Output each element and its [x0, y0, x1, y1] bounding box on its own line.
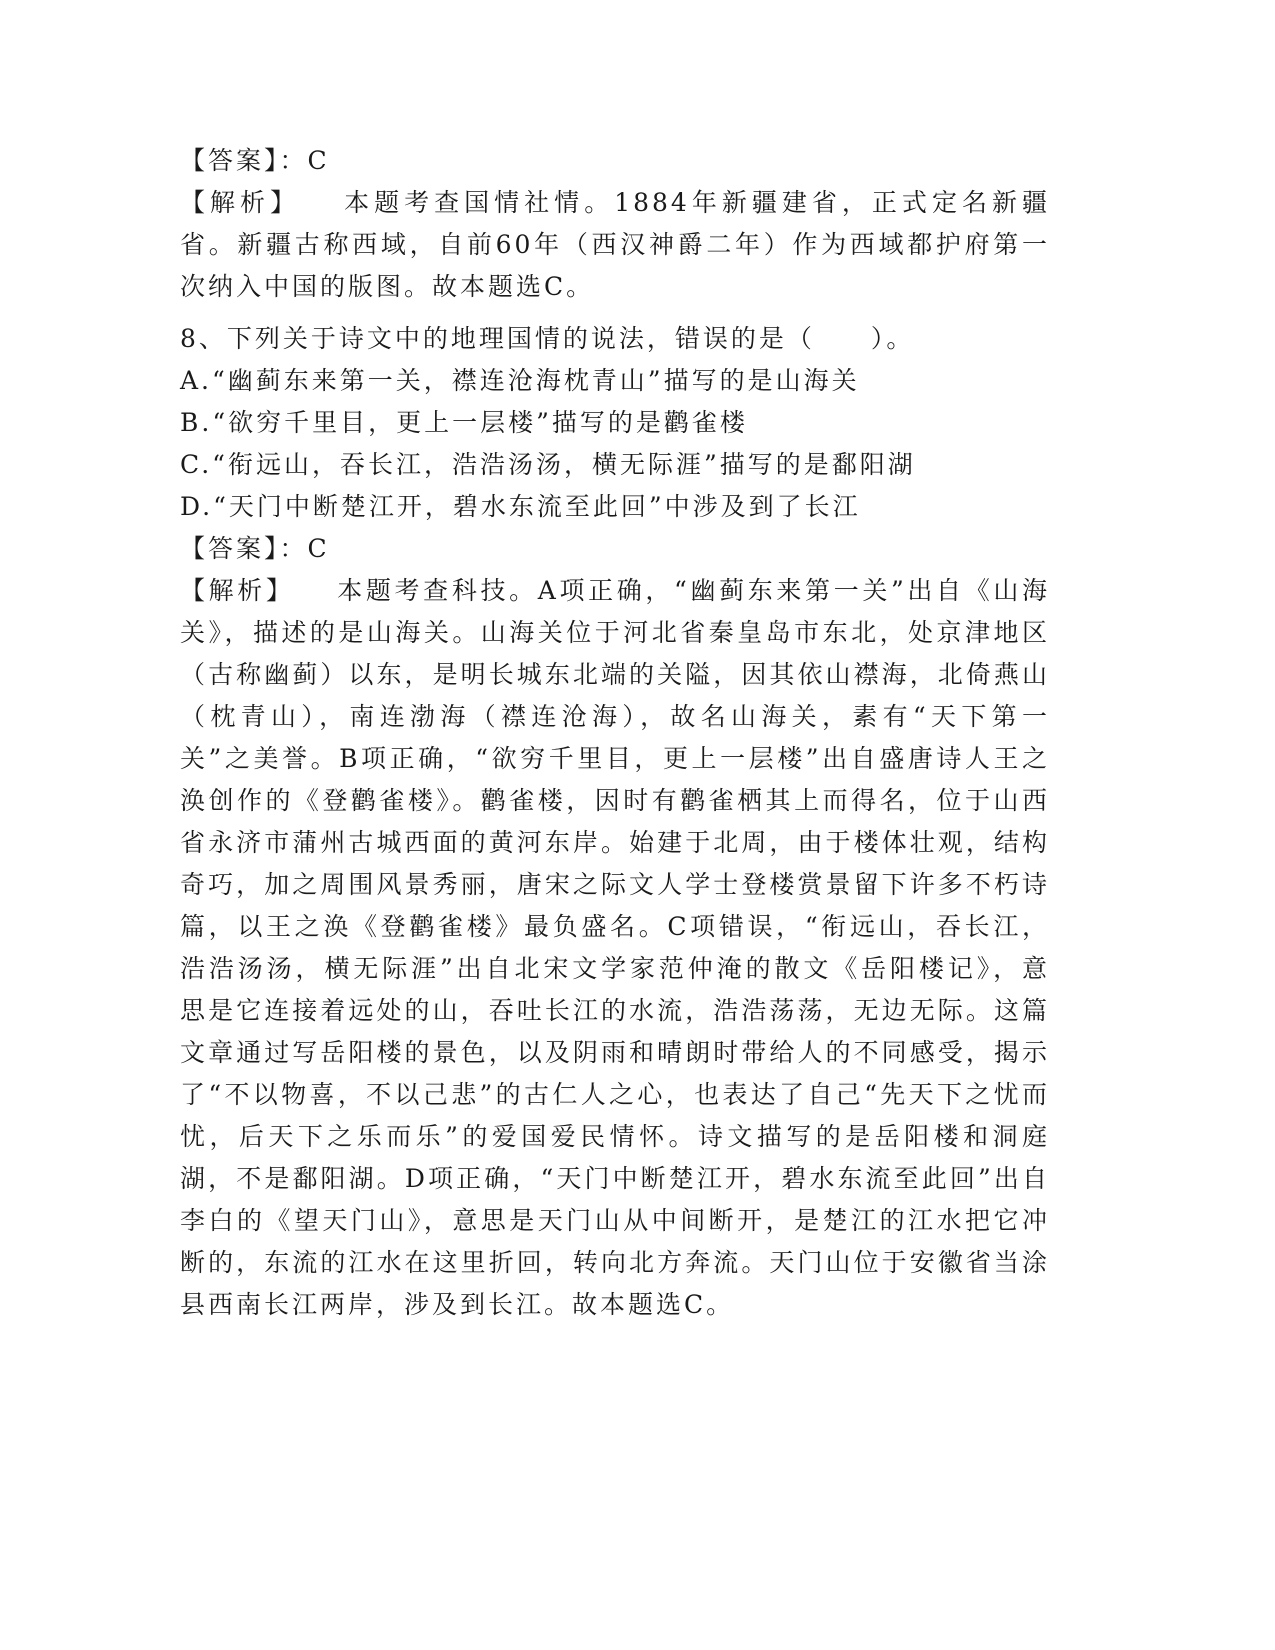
- q7-answer-value: C: [307, 146, 330, 175]
- q8-option-d: D.“天门中断楚江开，碧水东流至此回”中涉及到了长江: [180, 492, 861, 521]
- q8-answer-label: 【答案】：: [180, 534, 308, 563]
- q8-analysis: [180, 570, 1050, 1326]
- q7-answer-line: [180, 140, 1050, 182]
- q8-option-b: B.“欲穷千里目，更上一层楼”描写的是鹳雀楼: [180, 408, 748, 437]
- q8-analysis-label: 【解析】: [180, 576, 295, 605]
- q7-analysis: [180, 182, 1050, 308]
- q8-answer-value: C: [307, 534, 330, 563]
- q8-answer-line: [180, 528, 1050, 570]
- q7-analysis-label: 【解析】: [180, 188, 301, 217]
- q7-analysis-text: 本题考查国情社情。1884年新疆建省，正式定名新疆省。新疆古称西域，自前60年（西汉神爵二年）作为西域都护府第一次纳入中国的版图。故本题选C。: [180, 188, 1050, 301]
- q8-analysis-text: 本题考查科技。A项正确，“幽蓟东来第一关”出自《山海关》，描述的是山海关。山海关位于河北省秦皇岛市东北，处京津地区（古称幽蓟）以东，是明长城东北端的关隘，因其依山襟海，北倚燕山（枕青山），南连渤海（襟连沧海），故名山海关，素有“天下第一关”之美誉。B项正确，“欲穷千里目，更上一层楼”出自盛唐诗人王之涣创作的《登鹳雀楼》。鹳雀楼，因时有鹳雀栖其上而得名，位于山西省永济市蒲州古城西面的黄河东岸。始建于北周，由于楼体壮观，结构奇巧，加之周围风景秀丽，唐宋之际文人学士登楼赏景留下许多不朽诗篇，以王之涣《登鹳雀楼》最负盛名。C项错误，“衔远山，吞长江，浩浩汤汤，横无际涯”出自北宋文学家范仲淹的散文《岳阳楼记》，意思是它连接着远处的山，吞吐长江的水流，浩浩荡荡，无边无际。这篇文章通过写岳阳楼的景色，以及阴雨和晴朗时带给人的不同感受，揭示了“不以物喜，不以己悲”的古仁人之心，也表达了自己“先天下之忧而忧，后天下之乐而乐”的爱国爱民情怀。诗文描写的是岳阳楼和洞庭湖，不是鄱阳湖。D项正确，“天门中断楚江开，碧水东流至此回”出自李白的《望天门山》，意思是天门山从中间断开，是楚江的江水把它冲断的，东流的江水在这里折回，转向北方奔流。天门山位于安徽省当涂县西南长江两岸，涉及到长江。故本题选C。: [180, 576, 1050, 1319]
- document-page: [180, 140, 1050, 1326]
- q8-option-a: A.“幽蓟东来第一关，襟连沧海枕青山”描写的是山海关: [180, 366, 860, 395]
- q8-stem: 8、下列关于诗文中的地理国情的说法，错误的是（ ）。: [180, 324, 915, 353]
- q8-option-c: C.“衔远山，吞长江，浩浩汤汤，横无际涯”描写的是鄱阳湖: [180, 450, 916, 479]
- q7-answer-label: 【答案】：: [180, 146, 308, 175]
